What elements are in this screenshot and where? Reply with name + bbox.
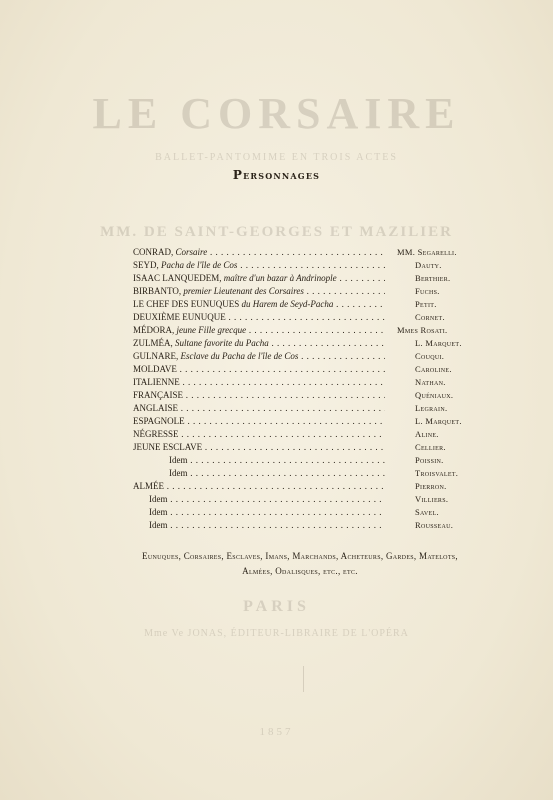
cast-row [133,259,483,272]
role-name: BIRBANTO, [133,286,182,296]
role-description: Corsaire [173,247,208,257]
role-name: MÉDORA, [133,325,175,335]
actor-name [415,506,505,519]
actor-prefix: MM. [397,247,418,257]
cast-row [133,493,483,506]
role-name: FRANÇAISE [133,390,184,400]
footer-line-2: Almées, Odalisques, etc., etc. [242,566,358,576]
role-name: NÉGRESSE [133,429,179,439]
cast-row [133,272,483,285]
footer-line-1: Eunuques, Corsaires, Esclaves, Imans, Marchands, Acheteurs, Gardes, Matelots, [142,551,458,561]
role-name: Idem [169,468,188,478]
cast-row [133,324,483,337]
role [169,467,385,480]
role-name: ITALIENNE [133,377,180,387]
role-description: jeune Fille grecque [174,325,247,335]
actor-surname: Troisvalet. [415,468,459,478]
cast-row [133,311,483,324]
actor-name [415,454,505,467]
role [133,428,385,441]
actor-name [397,246,487,259]
cast-row [133,402,483,415]
show-through-rule [303,666,304,692]
role [133,285,385,298]
cast-row [133,415,483,428]
actor-surname: Rousseau. [415,520,454,530]
actor-name [415,480,505,493]
role [133,363,385,376]
actor-surname: Legrain. [415,403,448,413]
actor-surname: Rosati. [420,325,448,335]
actor-name [415,428,505,441]
cast-row [133,506,483,519]
role [133,350,385,363]
role [133,441,385,454]
actor-name [415,337,505,350]
role [133,389,385,402]
actor-name [415,311,505,324]
actor-surname: Poissin. [415,455,444,465]
actor-surname: Caroline. [415,364,452,374]
role [133,337,385,350]
actor-surname: Cornet. [415,312,445,322]
role-description: Pacha de l'île de Cos [158,260,238,270]
actor-surname: Petit. [415,299,437,309]
cast-row [133,480,483,493]
show-through-title: LE CORSAIRE [92,89,461,138]
actor-surname: Cellier. [415,442,446,452]
role [149,493,385,506]
actor-name [415,285,505,298]
actor-prefix: Mmes [397,325,421,335]
actor-surname: Nathan. [415,377,446,387]
cast-list [133,246,483,532]
actor-name [415,441,505,454]
show-through-year: 1857 [259,726,294,738]
role-name: DEUXIÈME EUNUQUE [133,312,226,322]
role [133,480,385,493]
role [133,324,385,337]
role [133,415,385,428]
actor-surname: Aline. [415,429,439,439]
actor-name [415,415,505,428]
role-name: ISAAC LANQUEDEM, [133,273,222,283]
role-name: Idem [149,507,168,517]
show-through-subtitle: BALLET-PANTOMIME EN TROIS ACTES [155,152,398,163]
actor-name [397,324,487,337]
actor-surname: Quéniaux. [415,390,454,400]
actor-name [415,272,505,285]
actor-name [415,376,505,389]
role-name: CONRAD, [133,247,174,257]
cast-row [133,285,483,298]
actor-surname: Berthier. [415,273,451,283]
cast-row [133,428,483,441]
role-name: GULNARE, [133,351,179,361]
actor-surname: L. Marquet. [415,416,462,426]
actor-name [415,519,505,532]
cast-row [133,467,483,480]
role [133,259,385,272]
cast-row [133,350,483,363]
cast-row [133,454,483,467]
role-name: ZULMÉA, [133,338,173,348]
role-name: MOLDAVE [133,364,177,374]
show-through-city: PARIS [243,598,310,615]
role-name: LE CHEF DES EUNUQUES [133,299,240,309]
show-through-publisher: Mme Ve JONAS, ÉDITEUR-LIBRAIRE DE L'OPÉRA [144,628,409,639]
page-title: Personnages [232,168,321,182]
role-description: Esclave du Pacha de l'île de Cos [178,351,299,361]
role-name: ESPAGNOLE [133,416,185,426]
role [133,376,385,389]
role [169,454,385,467]
role-name: SEYD, [133,260,159,270]
actor-surname: Pierron. [415,481,447,491]
role-description: premier Lieutenant des Corsaires [181,286,304,296]
actor-name [415,493,505,506]
actor-surname: Dauty. [415,260,442,270]
role [133,272,385,285]
role [133,311,385,324]
actor-name [415,389,505,402]
role-description: maître d'un bazar à Andrinople [221,273,337,283]
role-description: du Harem de Seyd-Pacha [239,299,334,309]
cast-row [133,389,483,402]
role [149,506,385,519]
actor-name [415,363,505,376]
role-name: ALMÉE [133,481,164,491]
role-description: Sultane favorite du Pacha [172,338,269,348]
cast-row [133,441,483,454]
show-through-authors: MM. DE SAINT-GEORGES ET MAZILIER [100,224,453,240]
cast-row [133,376,483,389]
actor-surname: Couqui. [415,351,445,361]
role [133,298,385,311]
actor-surname: Savel. [415,507,439,517]
cast-row [133,337,483,350]
cast-row [133,246,483,259]
role-name: ANGLAISE [133,403,178,413]
actor-surname: Villiers. [415,494,449,504]
role-name: Idem [149,494,168,504]
actor-name [415,298,505,311]
cast-row [133,363,483,376]
role-name: JEUNE ESCLAVE [133,442,203,452]
actor-name [415,259,505,272]
role-name: Idem [149,520,168,530]
role [133,246,385,259]
role [149,519,385,532]
actor-name [415,402,505,415]
actor-surname: L. Marquet. [415,338,462,348]
role [133,402,385,415]
actor-surname: Segarelli. [417,247,457,257]
cast-row [133,298,483,311]
actor-name [415,467,505,480]
cast-row [133,519,483,532]
actor-name [415,350,505,363]
role-name: Idem [169,455,188,465]
actor-surname: Fuchs. [415,286,440,296]
